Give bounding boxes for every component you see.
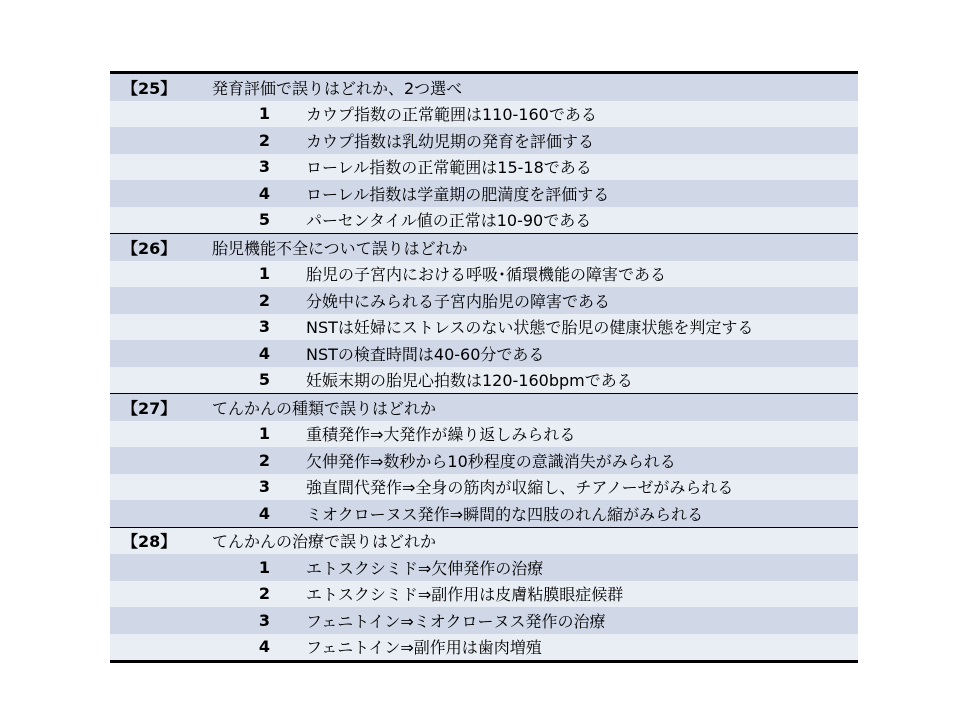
- option-row: [110, 314, 858, 341]
- question-table: [110, 71, 858, 663]
- question-number: 【25】: [122, 78, 177, 98]
- question-row: [110, 74, 858, 101]
- option-row: [110, 581, 858, 608]
- option-row: [110, 207, 858, 234]
- question-number: 【27】: [122, 398, 177, 418]
- option-number: 1: [258, 424, 270, 444]
- option-row: [110, 474, 858, 501]
- option-row: [110, 154, 858, 181]
- option-number: 3: [258, 477, 270, 497]
- option-text: ミオクローヌス発作⇒瞬間的な四肢のれん縮がみられる: [306, 504, 704, 524]
- option-text: 妊娠末期の胎児心拍数は120-160bpmである: [306, 371, 633, 391]
- option-row: [110, 607, 858, 634]
- option-number: 2: [258, 450, 270, 470]
- option-row: [110, 554, 858, 581]
- option-text: フェニトイン⇒副作用は歯肉増殖: [306, 638, 542, 658]
- option-row: [110, 287, 858, 314]
- option-text: 胎児の子宮内における呼吸･循環機能の障害である: [306, 265, 667, 285]
- option-number: 5: [258, 210, 270, 230]
- option-number: 5: [258, 370, 270, 390]
- option-number: 1: [258, 557, 270, 577]
- question-text: 発育評価で誤りはどれか、2つ選べ: [212, 78, 463, 98]
- option-text: 重積発作⇒大発作が繰り返しみられる: [306, 425, 576, 445]
- option-row: [110, 421, 858, 448]
- option-number: 4: [258, 343, 270, 363]
- option-text: 分娩中にみられる子宮内胎児の障害である: [306, 291, 611, 311]
- option-text: パーセンタイル値の正常は10-90である: [306, 211, 592, 231]
- option-number: 2: [258, 584, 270, 604]
- question-number: 【28】: [122, 532, 177, 552]
- option-row: [110, 101, 858, 128]
- option-number: 4: [258, 183, 270, 203]
- option-row: [110, 340, 858, 367]
- option-number: 4: [258, 503, 270, 523]
- option-number: 2: [258, 290, 270, 310]
- option-row: [110, 367, 858, 394]
- option-text: 強直間代発作⇒全身の筋肉が収縮し、チアノーゼがみられる: [306, 478, 734, 498]
- option-text: ローレル指数の正常範囲は15-18である: [306, 158, 592, 178]
- option-text: カウプ指数は乳幼児期の発育を評価する: [306, 131, 595, 151]
- option-number: 2: [258, 130, 270, 150]
- option-number: 3: [258, 610, 270, 630]
- option-text: NSTの検査時間は40-60分である: [306, 344, 545, 364]
- option-text: NSTは妊婦にストレスのない状態で胎児の健康状態を判定する: [306, 318, 754, 338]
- option-text: エトスクシミド⇒副作用は皮膚粘膜眼症候群: [306, 585, 624, 605]
- option-row: [110, 500, 858, 527]
- option-number: 1: [258, 264, 270, 284]
- option-number: 4: [258, 637, 270, 657]
- option-number: 1: [258, 104, 270, 124]
- option-row: [110, 261, 858, 288]
- option-text: エトスクシミド⇒欠伸発作の治療: [306, 558, 544, 578]
- question-row: [110, 393, 858, 421]
- option-text: カウプ指数の正常範囲は110-160である: [306, 105, 597, 125]
- option-row: [110, 447, 858, 474]
- question-text: てんかんの治療で誤りはどれか: [212, 532, 437, 552]
- option-text: ローレル指数は学童期の肥満度を評価する: [306, 184, 610, 204]
- question-row: [110, 527, 858, 555]
- option-text: フェニトイン⇒ミオクローヌス発作の治療: [306, 611, 606, 631]
- option-number: 3: [258, 317, 270, 337]
- question-number: 【26】: [122, 238, 177, 258]
- option-text: 欠伸発作⇒数秒から10秒程度の意識消失がみられる: [306, 451, 676, 471]
- question-row: [110, 233, 858, 261]
- question-text: てんかんの種類で誤りはどれか: [212, 398, 437, 418]
- question-text: 胎児機能不全について誤りはどれか: [212, 238, 468, 258]
- option-row: [110, 127, 858, 154]
- option-row: [110, 180, 858, 207]
- option-row: [110, 634, 858, 661]
- option-number: 3: [258, 157, 270, 177]
